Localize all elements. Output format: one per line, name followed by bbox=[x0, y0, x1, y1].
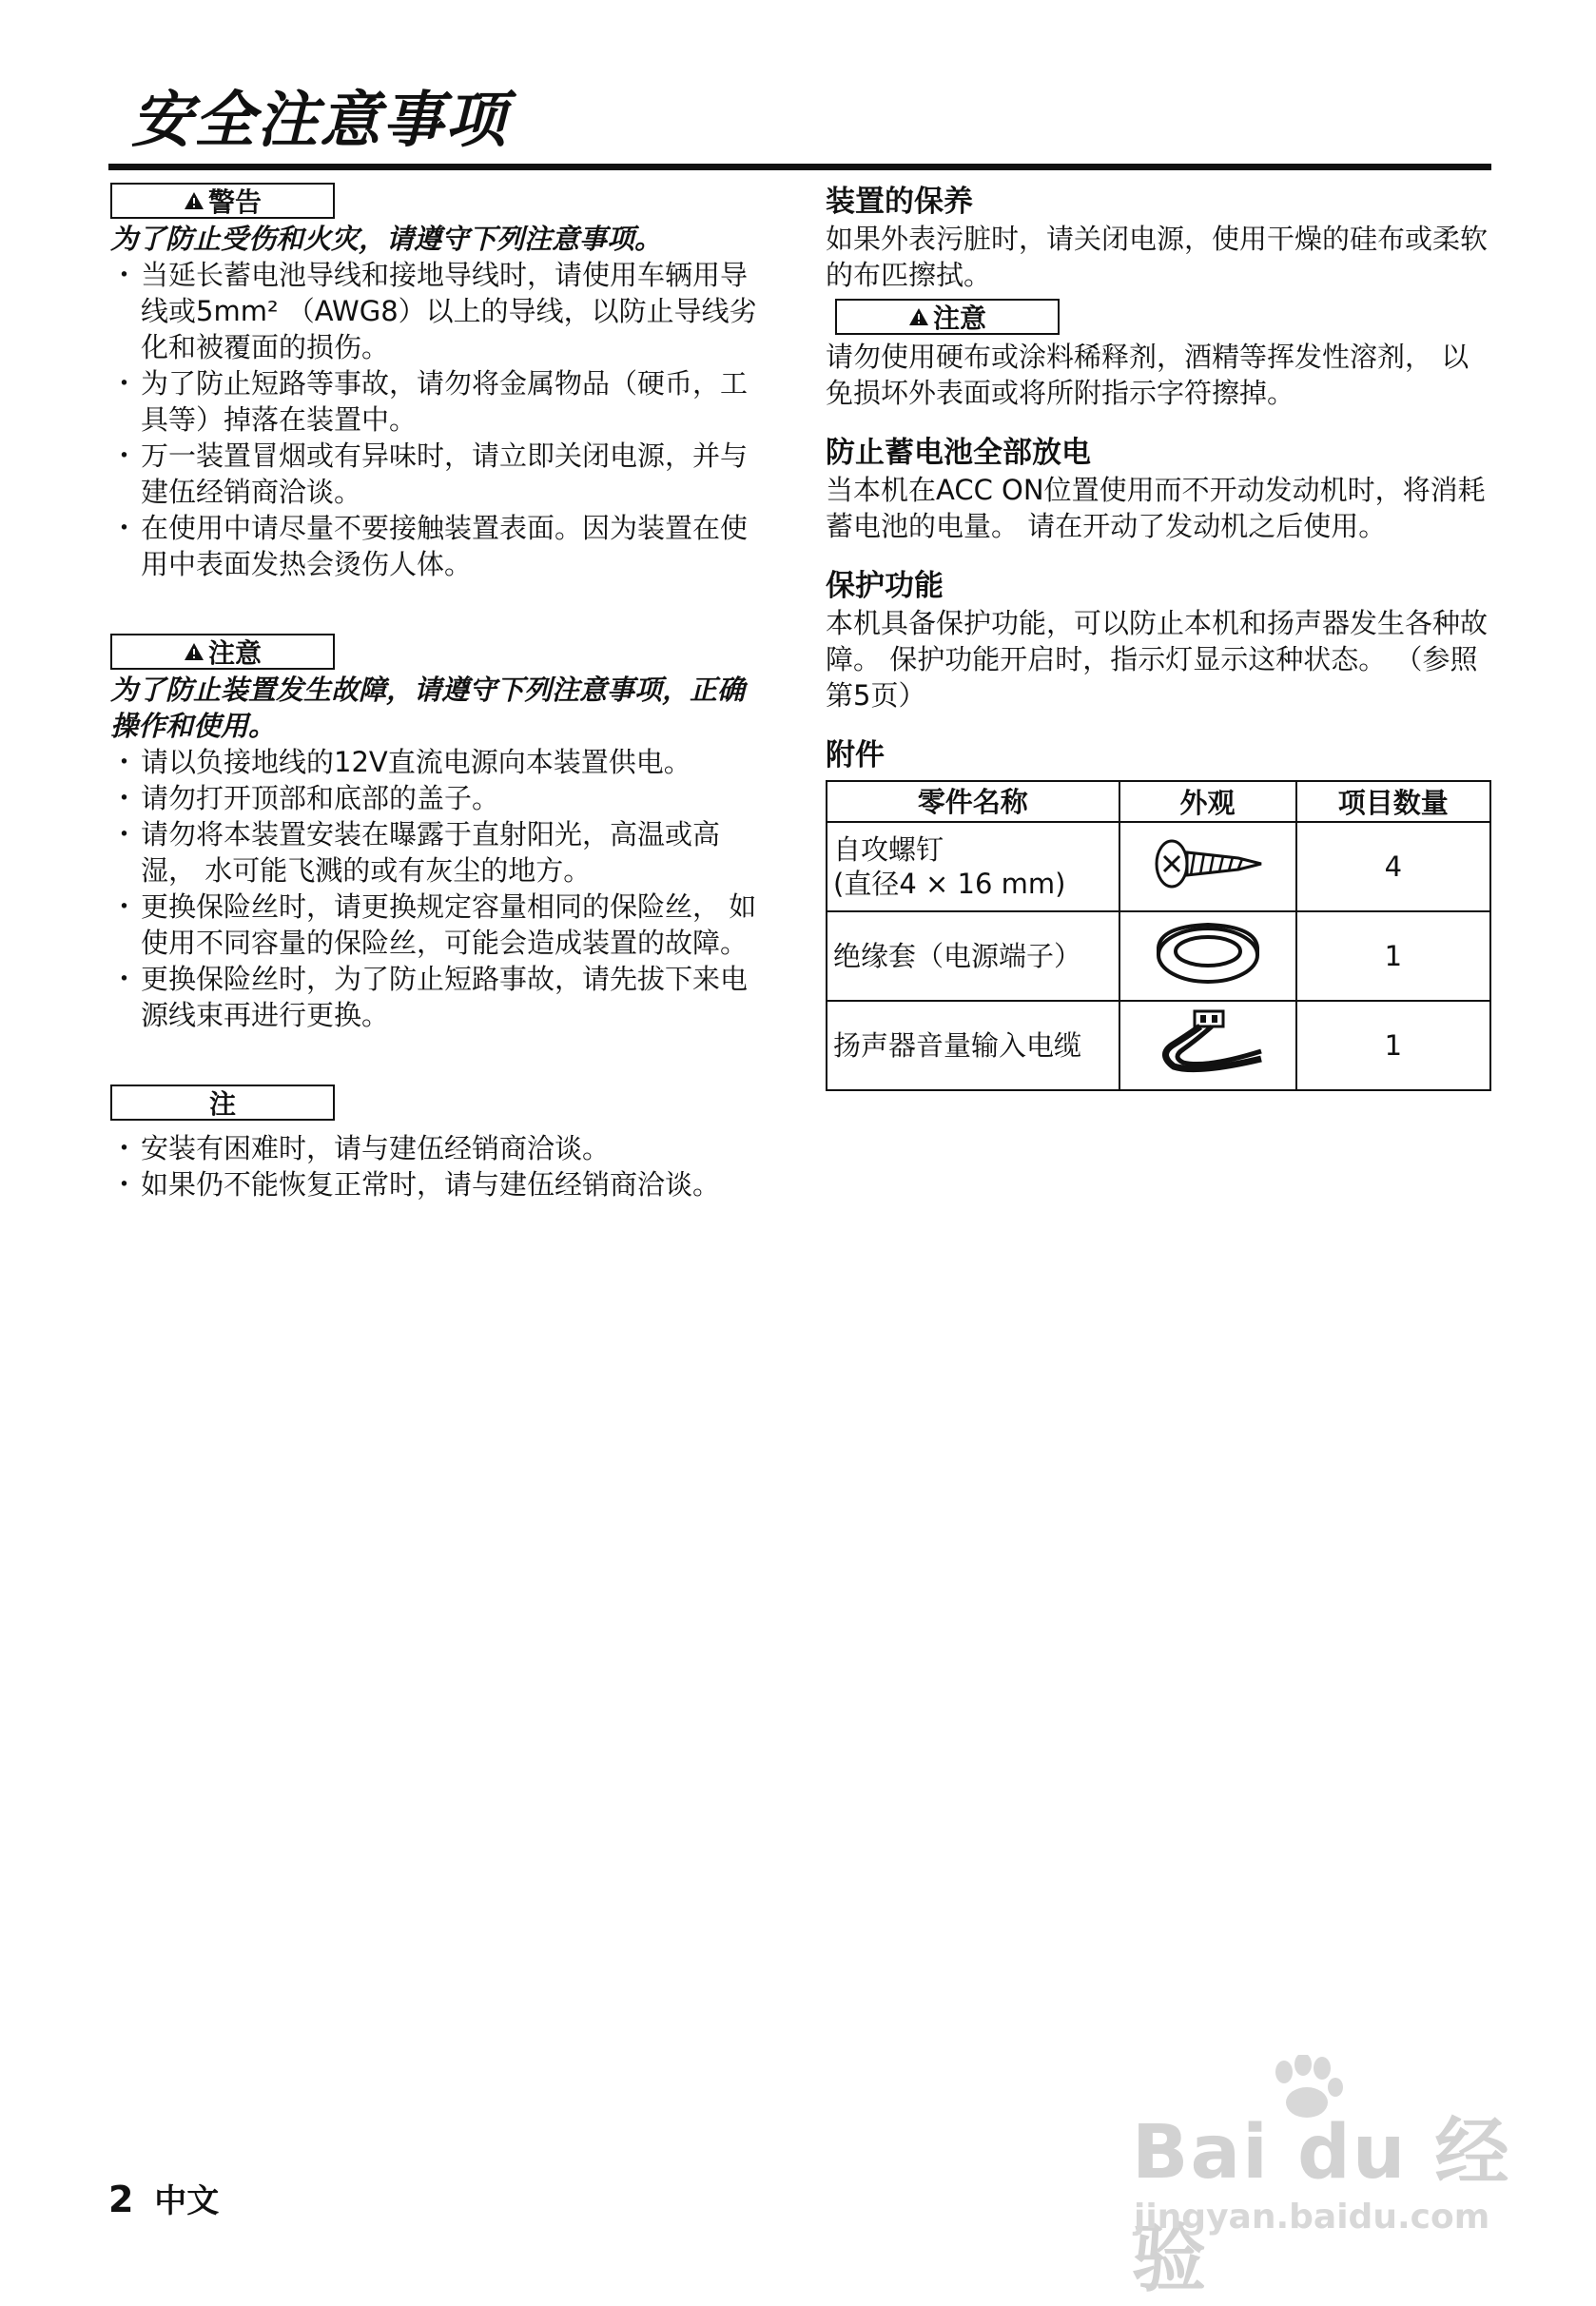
warning-label-box bbox=[110, 183, 335, 219]
care-caution-label-box bbox=[835, 299, 1060, 335]
caution-section bbox=[110, 634, 767, 1033]
list-item: ・ 安装有困难时，请与建伍经销商洽谈。 bbox=[110, 1130, 767, 1166]
care-caution-label: 注意 bbox=[932, 303, 986, 334]
note-label-box bbox=[110, 1085, 335, 1121]
accessories-section bbox=[826, 736, 1491, 1091]
list-item: ・ 请以负接地线的12V直流电源向本装置供电。 bbox=[110, 744, 767, 780]
appearance-cell bbox=[1119, 1001, 1296, 1090]
screw-icon bbox=[1151, 833, 1265, 894]
column-header: 外观 bbox=[1119, 781, 1296, 822]
note-list bbox=[110, 1130, 767, 1202]
list-item: ・ 更换保险丝时，为了防止短路事故，请先拔下来电源线束再进行更换。 bbox=[110, 961, 767, 1033]
watermark-url: jingyan.baidu.com bbox=[1134, 2198, 1490, 2237]
page-title: 安全注意事项 bbox=[131, 86, 508, 156]
list-item: ・ 为了防止短路等事故，请勿将金属物品（硬币，工具等）掉落在装置中。 bbox=[110, 365, 767, 438]
protect-section bbox=[826, 567, 1491, 713]
page-number: 2 bbox=[108, 2179, 134, 2220]
language-label: 中文 bbox=[154, 2182, 220, 2220]
column-header: 零件名称 bbox=[827, 781, 1119, 822]
insulation-ring-icon bbox=[1151, 919, 1265, 987]
list-item: ・ 请勿打开顶部和底部的盖子。 bbox=[110, 780, 767, 816]
list-item: ・ 更换保险丝时，请更换规定容量相同的保险丝， 如使用不同容量的保险丝，可能会造成装置的故障。 bbox=[110, 889, 767, 961]
list-item: ・ 请勿将本装置安装在曝露于直射阳光，高温或高湿， 水可能飞溅的或有灰尘的地方。 bbox=[110, 816, 767, 889]
protect-heading: 保护功能 bbox=[826, 569, 944, 603]
note-section bbox=[110, 1085, 767, 1202]
left-column bbox=[110, 183, 767, 1254]
care-text: 如果外表污脏时，请关闭电源，使用干燥的硅布或柔软的布匹擦拭。 bbox=[826, 223, 1489, 291]
part-name: 绝缘套（电源端子） bbox=[833, 940, 1082, 972]
protect-text: 本机具备保护功能，可以防止本机和扬声器发生各种故障。 保护功能开启时，指示灯显示这种状态。 （参照第5页） bbox=[826, 607, 1489, 712]
caution-lead: 为了防止装置发生故障，请遵守下列注意事项，正确操作和使用。 bbox=[110, 674, 746, 742]
watermark bbox=[1122, 2055, 1531, 2302]
note-label: 注 bbox=[208, 1088, 236, 1120]
battery-text: 当本机在ACC ON位置使用而不开动发动机时，将消耗蓄电池的电量。 请在开动了发动机之后使用。 bbox=[826, 474, 1486, 542]
accessories-heading: 附件 bbox=[826, 738, 885, 772]
list-item: ・ 万一装置冒烟或有异味时，请立即关闭电源，并与建伍经销商洽谈。 bbox=[110, 438, 767, 510]
warning-lead: 为了防止受伤和火灾，请遵守下列注意事项。 bbox=[110, 223, 663, 255]
cable-icon bbox=[1149, 1007, 1267, 1078]
table-row bbox=[827, 1001, 1490, 1090]
care-caution-text: 请勿使用硬布或涂料稀释剂，酒精等挥发性溶剂， 以免损坏外表面或将所附指示字符擦掉。 bbox=[826, 341, 1469, 409]
part-size: (直径4 × 16 mm) bbox=[833, 868, 1066, 900]
warning-label: 警告 bbox=[207, 186, 262, 218]
list-item: ・ 当延长蓄电池导线和接地导线时，请使用车辆用导线或5mm² （AWG8）以上的导线，以防止导线劣化和被覆面的损伤。 bbox=[110, 257, 767, 365]
part-name-cell bbox=[827, 911, 1119, 1001]
caution-label-box bbox=[110, 634, 335, 670]
quantity-cell: 4 bbox=[1296, 822, 1490, 911]
care-section bbox=[826, 183, 1491, 411]
part-name-cell bbox=[827, 822, 1119, 911]
warning-triangle-icon bbox=[184, 191, 204, 210]
battery-heading: 防止蓄电池全部放电 bbox=[826, 436, 1091, 470]
warning-list bbox=[110, 257, 767, 582]
care-heading: 装置的保养 bbox=[826, 185, 973, 219]
part-name: 扬声器音量输入电缆 bbox=[833, 1029, 1082, 1062]
quantity-cell: 1 bbox=[1296, 1001, 1490, 1090]
accessories-table bbox=[826, 780, 1491, 1091]
watermark-brand: Bai du 经验 bbox=[1132, 2110, 1511, 2302]
table-row bbox=[827, 911, 1490, 1001]
battery-section bbox=[826, 434, 1491, 544]
title-rule bbox=[108, 164, 1491, 170]
caution-label: 注意 bbox=[207, 637, 262, 669]
warning-section bbox=[110, 183, 767, 582]
caution-list bbox=[110, 744, 767, 1033]
column-header: 项目数量 bbox=[1296, 781, 1490, 822]
right-column bbox=[826, 183, 1491, 1114]
part-name: 自攻螺钉 bbox=[833, 833, 944, 866]
appearance-cell bbox=[1119, 911, 1296, 1001]
table-row bbox=[827, 822, 1490, 911]
appearance-cell bbox=[1119, 822, 1296, 911]
list-item: ・ 在使用中请尽量不要接触装置表面。因为装置在使用中表面发热会烫伤人体。 bbox=[110, 510, 767, 582]
quantity-cell: 1 bbox=[1296, 911, 1490, 1001]
part-name-cell bbox=[827, 1001, 1119, 1090]
warning-triangle-icon bbox=[184, 642, 204, 661]
warning-triangle-icon bbox=[908, 307, 929, 326]
list-item: ・ 如果仍不能恢复正常时，请与建伍经销商洽谈。 bbox=[110, 1166, 767, 1202]
table-header-row bbox=[827, 781, 1490, 822]
page-footer bbox=[108, 2175, 219, 2221]
